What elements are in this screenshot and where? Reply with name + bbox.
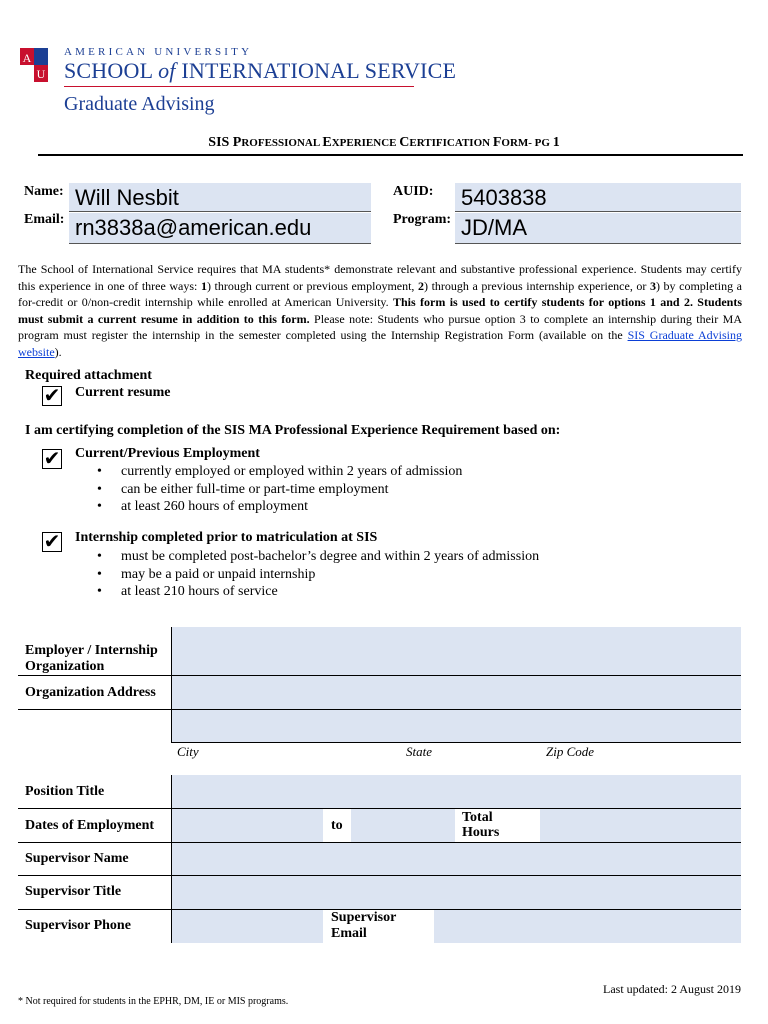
employer-field[interactable] bbox=[172, 627, 741, 675]
university-name: AMERICAN UNIVERSITY bbox=[64, 46, 253, 58]
position-title-label: Position Title bbox=[25, 784, 105, 799]
school-name: SCHOOL of INTERNATIONAL SERVICE bbox=[64, 58, 457, 83]
footnote: * Not required for students in the EPHR, DM, IE or MIS programs. bbox=[18, 996, 289, 1007]
supervisor-name-label: Supervisor Name bbox=[25, 851, 129, 866]
intro-paragraph: The School of International Service requires that MA students* demonstrate relevant and substantive professional experience. Students may certify this experience in one of three ways: 1) through current or previous employment, 2) through a previous internship experience, or 3) by completing a for-credit or 0/non-credit internship while enrolled at American University. This form is used to certify students for options 1 and 2. Students must submit a current resume in addition to this form. Please note: Students who pursue option 3 to complete an internship during their MA program must register the internship in the semester completed using the Internship Registration Form (available on the SIS Graduate Advising website). bbox=[18, 262, 742, 359]
attachment-heading: Required attachment bbox=[25, 368, 152, 383]
dates-label: Dates of Employment bbox=[25, 818, 155, 833]
form-title: SIS PROFESSIONAL EXPERIENCE CERTIFICATION FORM- PG 1 bbox=[208, 135, 560, 150]
title-rule bbox=[38, 154, 743, 156]
certify-heading: I am certifying completion of the SIS MA Professional Experience Requirement based on: bbox=[25, 423, 561, 438]
svg-text:A: A bbox=[22, 51, 32, 65]
list-item: • must be completed post-bachelor’s degree and within 2 years of admission bbox=[97, 548, 539, 566]
email-label: Email: bbox=[24, 212, 65, 227]
address-label: Organization Address bbox=[25, 685, 156, 700]
employer-label: Employer / Internship Organization bbox=[25, 643, 158, 674]
resume-label: Current resume bbox=[75, 385, 171, 400]
program-label: Program: bbox=[393, 212, 452, 227]
supervisor-name-field[interactable] bbox=[172, 843, 741, 875]
supervisor-phone-field[interactable] bbox=[172, 910, 323, 943]
supervisor-phone-label: Supervisor Phone bbox=[25, 918, 131, 933]
table-rule bbox=[172, 742, 741, 743]
end-date-field[interactable] bbox=[351, 809, 455, 842]
internship-bullets bbox=[97, 548, 539, 601]
internship-option-label: Internship completed prior to matriculation at SIS bbox=[75, 530, 378, 545]
list-item: • at least 260 hours of employment bbox=[97, 498, 462, 516]
svg-text:U: U bbox=[36, 67, 46, 81]
auid-label: AUID: bbox=[393, 184, 434, 199]
program-field[interactable]: JD/MA bbox=[455, 213, 741, 244]
last-updated: Last updated: 2 August 2019 bbox=[603, 982, 741, 996]
header-divider bbox=[64, 86, 414, 87]
list-item: • currently employed or employed within 2 years of admission bbox=[97, 463, 462, 481]
list-item: • may be a paid or unpaid internship bbox=[97, 566, 539, 584]
supervisor-title-field[interactable] bbox=[172, 876, 741, 909]
position-title-field[interactable] bbox=[172, 775, 741, 808]
total-hours-field[interactable] bbox=[540, 809, 741, 842]
graduate-advising-link[interactable]: SIS Graduate Advising website bbox=[18, 328, 742, 359]
city-label: City bbox=[177, 744, 199, 759]
internship-checkbox[interactable]: ✔ bbox=[43, 529, 61, 553]
zip-label: Zip Code bbox=[546, 744, 595, 759]
list-item: • at least 210 hours of service bbox=[97, 583, 539, 601]
resume-checkbox[interactable]: ✔ bbox=[43, 383, 61, 407]
name-label: Name: bbox=[24, 184, 64, 199]
department-name: Graduate Advising bbox=[64, 93, 215, 115]
state-label: State bbox=[406, 744, 432, 759]
au-logo-icon bbox=[20, 48, 48, 82]
supervisor-email-field[interactable] bbox=[434, 910, 741, 943]
address-field[interactable] bbox=[172, 676, 741, 709]
city-state-zip-field[interactable] bbox=[172, 710, 741, 742]
auid-field[interactable]: 5403838 bbox=[455, 183, 741, 212]
list-item: • can be either full-time or part-time employment bbox=[97, 481, 462, 499]
employment-bullets bbox=[97, 463, 462, 516]
employment-option-label: Current/Previous Employment bbox=[75, 446, 260, 461]
name-field[interactable]: Will Nesbit bbox=[69, 183, 371, 212]
supervisor-email-label: Supervisor Email bbox=[331, 910, 397, 941]
to-label: to bbox=[331, 818, 343, 833]
employment-checkbox[interactable]: ✔ bbox=[43, 446, 61, 470]
supervisor-title-label: Supervisor Title bbox=[25, 884, 122, 899]
start-date-field[interactable] bbox=[172, 809, 323, 842]
total-hours-label: Total Hours bbox=[462, 810, 500, 840]
email-field[interactable]: rn3838a@american.edu bbox=[69, 213, 371, 244]
